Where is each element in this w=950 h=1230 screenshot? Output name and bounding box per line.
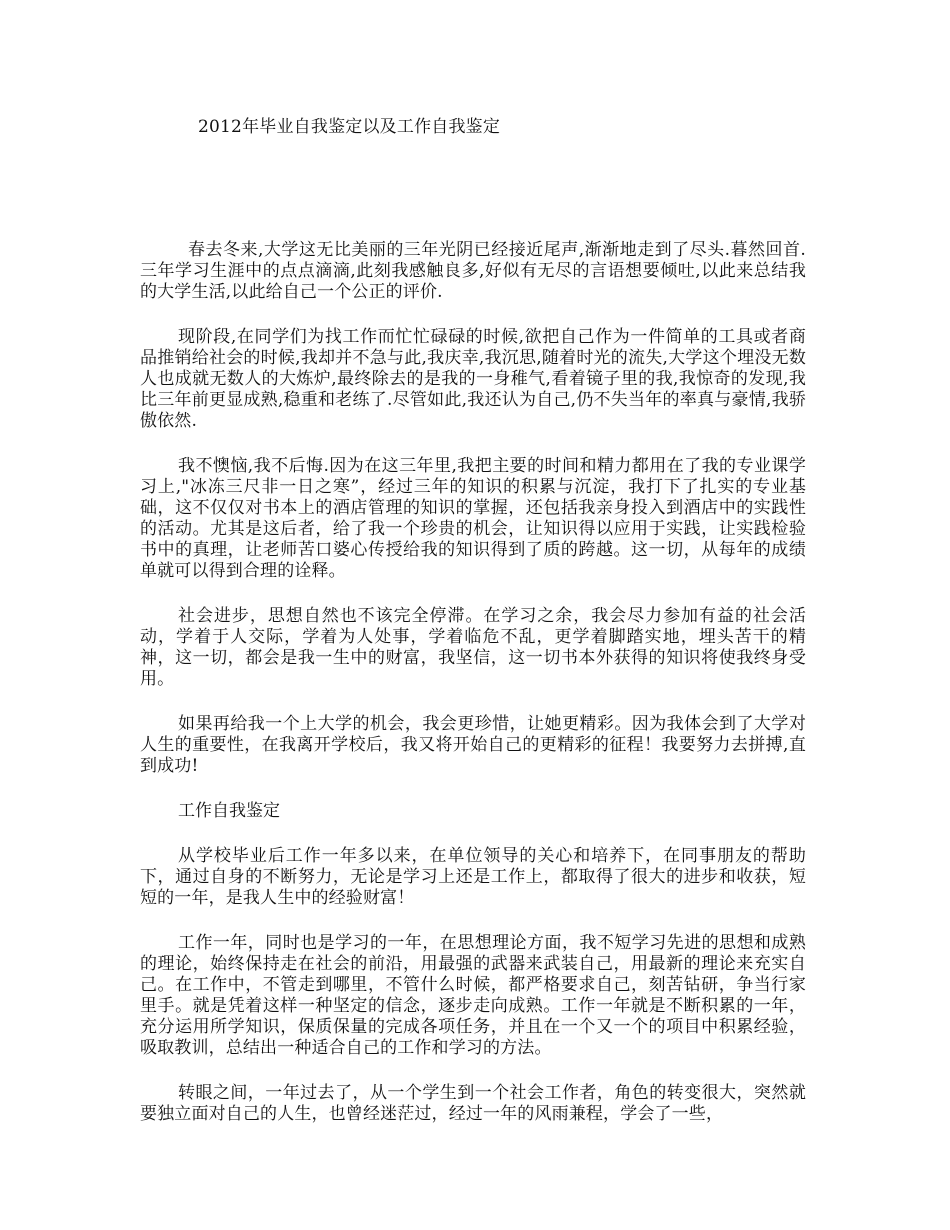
document-body [140,240,806,1149]
paragraph-8: 转眼之间，一年过去了，从一个学生到一个社会工作者，角色的转变很大，突然就要独立面对自己的人生，也曾经迷茫过，经过一年的风雨兼程，学会了一些， [140,1083,806,1124]
paragraph-2: 现阶段,在同学们为找工作而忙忙碌碌的时候,欲把自己作为一件简单的工具或者商品推销给社会的时候,我却并不急与此,我庆幸,我沉思,随着时光的流失,大学这个埋没无数人也成就无数人的大炼炉,最终除去的是我的一身稚气,看着镜子里的我,我惊奇的发现,我比三年前更显成熟,稳重和老练了.尽管如此,我还认为自己,仍不失当年的率真与豪情,我骄傲依然. [140,327,806,431]
paragraph-3: 我不懊恼,我不后悔.因为在这三年里,我把主要的时间和精力都用在了我的专业课学习上,"冰冻三尺非一日之寒”，经过三年的知识的积累与沉淀，我打下了扎实的专业基础，这不仅仅对书本上的酒店管理的知识的掌握，还包括我亲身投入到酒店中的实践性的活动。尤其是这后者，给了我一个珍贵的机会，让知识得以应用于实践，让实践检验书中的真理，让老师苦口婆心传授给我的知识得到了质的跨越。这一切，从每年的成绩单就可以得到合理的诠释。 [140,456,806,581]
paragraph-7: 工作一年，同时也是学习的一年，在思想理论方面，我不短学习先进的思想和成熟的理论，始终保持走在社会的前沿，用最强的武器来武装自己，用最新的理论来充实自己。在工作中，不管走到哪里，不管什么时候，都严格要求自己，刻苦钻研，争当行家里手。就是凭着这样一种坚定的信念，逐步走向成熟。工作一年就是不断积累的一年，充分运用所学知识，保质保量的完成各项任务，并且在一个又一个的项目中积累经验，吸取教训，总结出一种适合自己的工作和学习的方法。 [140,933,806,1058]
paragraph-6: 从学校毕业后工作一年多以来，在单位领导的关心和培养下，在同事朋友的帮助下，通过自身的不断努力，无论是学习上还是工作上，都取得了很大的进步和收获，短短的一年，是我人生中的经验财富！ [140,846,806,908]
paragraph-4: 社会进步，思想自然也不该完全停滞。在学习之余，我会尽力参加有益的社会活动，学着于人交际，学着为人处事，学着临危不乱，更学着脚踏实地，埋头苦干的精神，这一切，都会是我一生中的财富，我坚信，这一切书本外获得的知识将使我终身受用。 [140,606,806,689]
document-title: 2012年毕业自我鉴定以及工作自我鉴定 [198,117,501,137]
paragraph-1: 春去冬来,大学这无比美丽的三年光阴已经接近尾声,渐渐地走到了尽头.暮然回首.三年学习生涯中的点点滴滴,此刻我感触良多,好似有无尽的言语想要倾吐,以此来总结我的大学生活,以此给自己一个公正的评价. [140,240,806,302]
section-heading: 工作自我鉴定 [178,801,280,821]
paragraph-5: 如果再给我一个上大学的机会，我会更珍惜，让她更精彩。因为我体会到了大学对人生的重要性，在我离开学校后，我又将开始自己的更精彩的征程！我要努力去拼搏,直到成功! [140,714,806,776]
